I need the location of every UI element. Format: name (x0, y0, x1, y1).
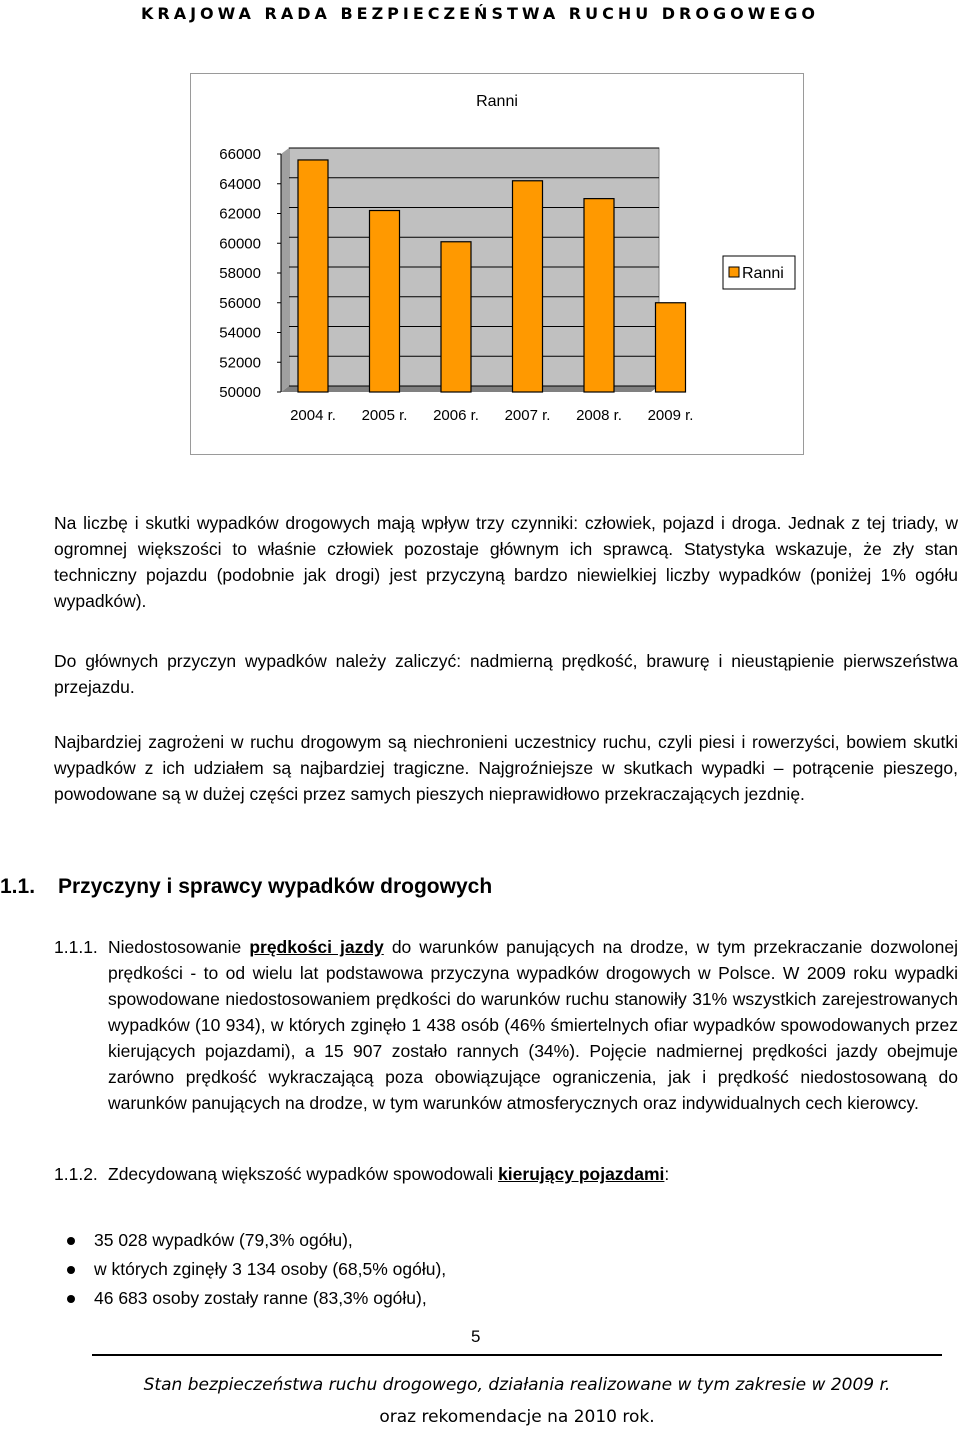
x-tick-label: 2006 r. (433, 407, 479, 424)
document-header-title: KRAJOWA RADA BEZPIECZEŃSTWA RUCHU DROGOWEGO (140, 4, 820, 23)
legend-label: Ranni (742, 265, 784, 282)
y-tick-label: 62000 (219, 205, 261, 223)
y-tick-label: 54000 (219, 324, 261, 342)
footer-subtitle: oraz rekomendacje na 2010 rok. (379, 1407, 655, 1427)
section-number: 1.1. (0, 875, 36, 898)
subsection-1-text-after: do warunków panujących na drodze, w tym przekraczanie dozwolonej prędkości - to od wielu lat podstawowa przyczyna wypadków drogowych w Polsce. W 2009 roku wypadki spowodowane niedostosowaniem prędkości do warunków ruchu stanowiły 31% wszystkich zarejestrowanych wypadków (10 934), w których zginęło 1 438 osób (46% śmiertelnych ofiar wypadków spowodowanych przez kierujących pojazdami), a 15 907 zostało rannych (34%). Pojęcie nadmiernej prędkości jazdy obejmuje zarówno prędkość wykraczającą poza obowiązujące ograniczenia, jak i prędkość niedostosowaną do warunków panujących na drodze, w tym warunków atmosferycznych oraz indywidualnych cech kierowcy. (108, 937, 958, 1113)
bar (441, 242, 471, 392)
plot-side-wall (281, 148, 289, 392)
footer-title: Stan bezpieczeństwa ruchu drogowego, działania realizowane w tym zakresie w 2009 r. (143, 1375, 891, 1395)
y-tick-label: 60000 (219, 235, 261, 253)
subsection-2-text-before: Zdecydowaną większość wypadków spowodowali (108, 1164, 494, 1184)
page-number: 5 (471, 1327, 481, 1346)
bullet-item (54, 1284, 446, 1313)
subsection-1-text-before: Niedostosowanie (108, 937, 242, 957)
bar (370, 211, 400, 392)
y-tick-label: 56000 (219, 294, 261, 312)
bullet-text: w których zginęły 3 134 osoby (68,5% ogółu), (94, 1259, 447, 1279)
legend-swatch (729, 267, 739, 277)
paragraph-main-causes: Do głównych przyczyn wypadków należy zaliczyć: nadmierną prędkość, brawurę i nieustąpienie pierwszeństwa przejazdu. (54, 651, 958, 697)
subsection-2-text (108, 1161, 958, 1187)
statistics-bullet-list (54, 1226, 446, 1313)
y-tick-label: 50000 (219, 384, 261, 401)
subsection-2-text-after: : (664, 1164, 670, 1184)
x-tick-label: 2009 r. (647, 407, 694, 424)
injured-bar-chart (190, 73, 804, 455)
subsection-1-number: 1.1.1. (54, 937, 98, 957)
bar (656, 303, 686, 392)
x-tick-label: 2007 r. (504, 407, 551, 424)
x-tick-label: 2005 r. (361, 407, 408, 424)
bar (584, 199, 614, 392)
y-tick-label: 58000 (219, 265, 261, 282)
footer-divider (92, 1354, 942, 1356)
y-tick-label: 64000 (219, 175, 261, 193)
subsection-2-number: 1.1.2. (54, 1164, 98, 1184)
paragraph-vulnerable-users: Najbardziej zagrożeni w ruchu drogowym są niechronieni uczestnicy ruchu, czyli piesi i rowerzyści, bowiem skutki wypadków z ich udziałem są najbardziej tragiczne. Najgroźniejsze w skutkach wypadki – potrącenie pieszego, powodowane są w dużej części przez samych pieszych nieprawidłowo przekraczających jezdnię. (54, 732, 958, 804)
bullet-item (54, 1255, 446, 1284)
y-tick-label: 52000 (219, 354, 261, 372)
subsection-1-emphasis: prędkości jazdy (249, 937, 384, 957)
chart-title: Ranni (476, 93, 518, 110)
bullet-item (54, 1226, 446, 1255)
paragraph-factors: Na liczbę i skutki wypadków drogowych mają wpływ trzy czynniki: człowiek, pojazd i droga. Jednak z tej triady, w ogromnej większości to właśnie człowiek pozostaje głównym ich sprawcą. Statystyka wskazuje, że zły stan techniczny pojazdu (podobnie jak drogi) jest przyczyną bardzo niewielkiej liczby wypadków (poniżej 1% ogółu wypadków). (54, 513, 958, 611)
section-heading (0, 875, 492, 899)
chart-canvas (191, 74, 803, 454)
bullet-dot-icon (67, 1237, 75, 1245)
bullet-dot-icon (67, 1266, 75, 1274)
bullet-text: 46 683 osoby zostały ranne (83,3% ogółu), (94, 1288, 427, 1308)
bar (298, 160, 328, 392)
x-tick-label: 2004 r. (290, 407, 336, 424)
y-tick-label: 66000 (219, 146, 261, 163)
subsection-1-text (108, 934, 958, 1116)
bullet-text: 35 028 wypadków (79,3% ogółu), (94, 1230, 353, 1250)
subsection-2-emphasis: kierujący pojazdami (498, 1164, 665, 1184)
x-tick-label: 2008 r. (576, 407, 622, 424)
bullet-dot-icon (67, 1295, 75, 1303)
section-title: Przyczyny i sprawcy wypadków drogowych (58, 875, 493, 898)
bar (513, 181, 543, 392)
